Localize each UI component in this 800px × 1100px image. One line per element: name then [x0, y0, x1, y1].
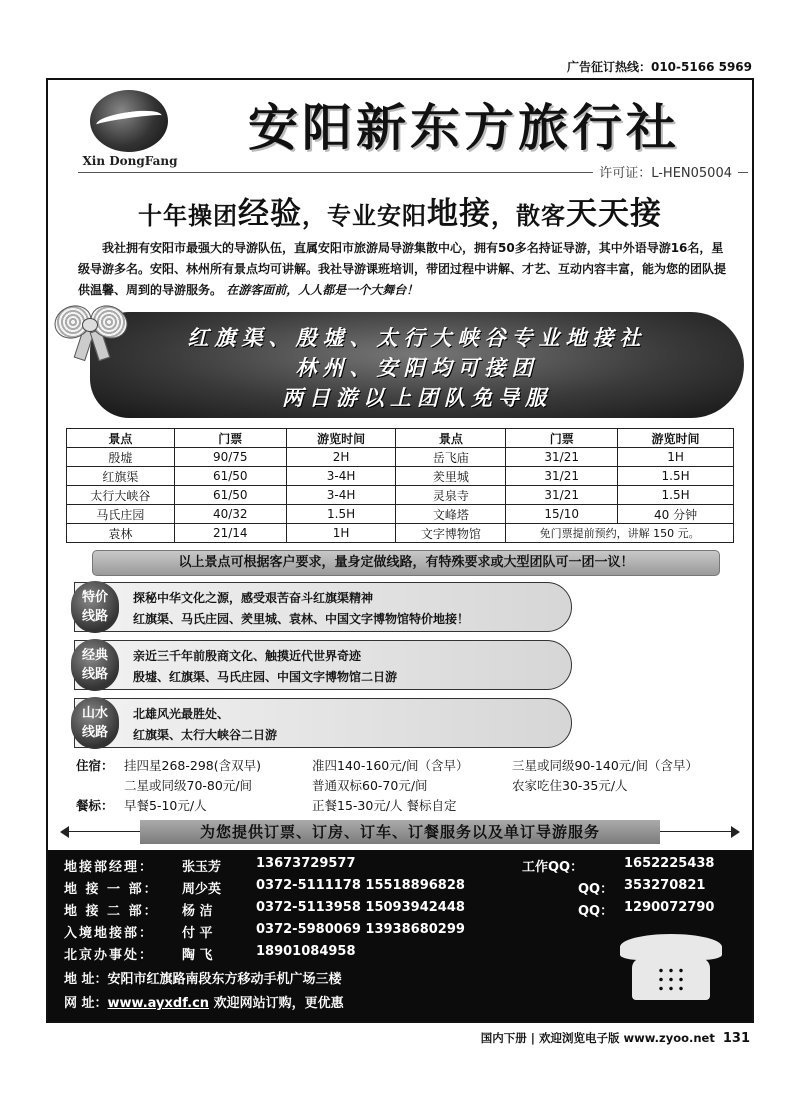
table-cell: 文峰塔 — [396, 505, 506, 524]
website-note: 欢迎网站订购，更优惠 — [213, 996, 344, 1011]
contact-name: 张玉芳 — [182, 860, 222, 875]
table-row — [67, 467, 734, 486]
table-cell: 90/75 — [174, 448, 286, 467]
qq-number: 353270821 — [624, 878, 706, 893]
meal-option: 早餐5-10元/人 — [124, 798, 207, 813]
lodging-option: 普通双标60-70元/间 — [312, 778, 428, 793]
contact-label: 地接部经理： — [64, 860, 155, 875]
license-number: 许可证：L-HEN05004 — [593, 162, 738, 181]
service-strip — [62, 820, 738, 844]
qq-label: 工作QQ： — [522, 860, 584, 875]
custom-route-note: 以上景点可根据客户要求，量身定做线路，有特殊要求或大型团队可一团一议！ — [92, 550, 720, 576]
page-number: 131 — [722, 1031, 750, 1046]
contact-row — [64, 856, 356, 876]
intro-text: 我社拥有安阳市最强大的导游队伍，直属安阳市旅游局导游集散中心，拥有50多名持证导游，其中外语导游16名，星级导游多名。安阳、林州所有景点均可讲解。我社导游课班培训，带团过程中讲解、才艺、互动内容丰富，能为您的团队提供温馨、周到的导游服务。 — [78, 241, 727, 297]
table-cell: 1.5H — [618, 486, 734, 505]
telephone-icon — [616, 928, 726, 1006]
footer-text: 国内下册 | 欢迎浏览电子版 www.zyoo.net — [480, 1031, 715, 1045]
table-cell: 61/50 — [174, 486, 286, 505]
route-badge-top: 特价 — [81, 590, 108, 605]
contact-row — [64, 922, 465, 942]
table-cell: 40 分钟 — [618, 505, 734, 524]
contact-phone: 18901084958 — [256, 944, 356, 959]
table-cell: 1.5H — [618, 467, 734, 486]
contact-name: 周少英 — [182, 882, 222, 897]
banner-line-1: 红旗渠、殷墟、太行大峡谷专业地接社 — [187, 325, 647, 350]
ribbon-bow-icon — [52, 300, 130, 364]
table-header-row — [67, 429, 734, 448]
slogan — [48, 188, 752, 233]
contact-label: 地 接 一 部： — [64, 882, 159, 897]
table-cell: 61/50 — [174, 467, 286, 486]
table-header: 游览时间 — [286, 429, 396, 448]
banner-line-3: 两日游以上团队免导服 — [282, 385, 552, 410]
table-cell: 40/32 — [174, 505, 286, 524]
promo-banner — [90, 312, 744, 418]
meal-option: 正餐15-30元/人 餐标自定 — [312, 798, 457, 813]
table-header: 景点 — [67, 429, 175, 448]
table-cell: 1H — [618, 448, 734, 467]
contact-label: 入境地接部： — [64, 926, 155, 941]
table-cell: 31/21 — [506, 467, 618, 486]
slogan-part: ，专业安阳 — [302, 201, 427, 230]
meals-label: 餐标： — [76, 798, 114, 813]
website-label: 网 址： — [64, 996, 108, 1011]
table-cell: 3-4H — [286, 467, 396, 486]
route-badge-top: 经典 — [81, 648, 108, 663]
contact-row — [64, 944, 356, 964]
table-cell: 红旗渠 — [67, 467, 175, 486]
route-badge — [71, 697, 119, 749]
ad-frame — [46, 78, 754, 1023]
table-cell: 灵泉寺 — [396, 486, 506, 505]
website-link[interactable]: www.ayxdf.cn — [107, 996, 210, 1011]
table-cell: 文字博物馆 — [396, 524, 506, 543]
slogan-part: ，散客 — [491, 201, 566, 230]
route-stops: 红旗渠、马氏庄园、羑里城、袁林、中国文字博物馆特价地接！ — [133, 612, 470, 626]
intro-motto: 在游客面前，人人都是一个大舞台！ — [226, 283, 419, 297]
intro-paragraph — [78, 238, 728, 301]
table-cell: 羑里城 — [396, 467, 506, 486]
table-cell: 31/21 — [506, 486, 618, 505]
agency-title: 安阳新东方旅行社 — [248, 98, 680, 157]
ad-hotline: 广告征订热线：010-5166 5969 — [566, 60, 752, 74]
arrow-left-icon — [60, 826, 69, 838]
table-cell: 31/21 — [506, 448, 618, 467]
contact-block — [48, 850, 752, 1021]
route-badge-top: 山水 — [81, 706, 108, 721]
route-badge-bottom: 线路 — [81, 609, 108, 624]
route-badge-bottom: 线路 — [81, 725, 108, 740]
table-cell: 2H — [286, 448, 396, 467]
table-cell: 15/10 — [506, 505, 618, 524]
table-header: 景点 — [396, 429, 506, 448]
address-label: 地 址： — [64, 972, 108, 987]
table-row — [67, 486, 734, 505]
table-cell: 马氏庄园 — [67, 505, 175, 524]
arrow-right-icon — [731, 826, 740, 838]
lodging-option: 准四140-160元/间（含早） — [312, 758, 469, 773]
page-footer — [0, 1030, 750, 1046]
address-text: 安阳市红旗路南段东方移动手机广场三楼 — [107, 972, 342, 987]
contact-name: 陶 飞 — [182, 948, 213, 963]
qq-number: 1290072790 — [624, 900, 715, 915]
table-cell: 岳飞庙 — [396, 448, 506, 467]
table-row — [67, 505, 734, 524]
route-headline: 亲近三千年前殷商文化、触摸近代世界奇迹 — [133, 649, 362, 663]
table-cell: 太行大峡谷 — [67, 486, 175, 505]
qq-label: QQ： — [578, 904, 614, 919]
table-header: 游览时间 — [618, 429, 734, 448]
slogan-emphasis: 经验 — [238, 196, 302, 232]
lodging-option: 二星或同级70-80元/间 — [124, 778, 253, 793]
route-scenery — [74, 698, 572, 748]
route-stops: 殷墟、红旗渠、马氏庄园、中国文字博物馆二日游 — [133, 670, 398, 684]
table-row — [67, 448, 734, 467]
contact-label: 地 接 二 部： — [64, 904, 159, 919]
lodging-option: 三星或同级90-140元/间（含早） — [512, 758, 698, 773]
table-cell-note: 免门票提前预约，讲解 150 元。 — [506, 524, 734, 543]
route-special — [74, 582, 572, 632]
company-logo — [76, 90, 184, 170]
banner-line-2: 林州、安阳均可接团 — [295, 355, 539, 380]
slogan-emphasis: 天天接 — [566, 196, 662, 232]
contact-name: 杨 洁 — [182, 904, 213, 919]
attractions-table — [66, 428, 734, 543]
contact-phone: 0372-5980069 13938680299 — [256, 922, 465, 937]
qq-number: 1652225438 — [624, 856, 715, 871]
lodging-option: 挂四星268-298(含双早) — [124, 758, 261, 773]
table-row — [67, 524, 734, 543]
lodging-label: 住宿： — [76, 758, 114, 773]
route-classic — [74, 640, 572, 690]
qq-label: QQ： — [578, 882, 614, 897]
contact-name: 付 平 — [182, 926, 213, 941]
route-stops: 红旗渠、太行大峡谷二日游 — [133, 728, 278, 742]
contact-phone: 0372-5113958 15093942448 — [256, 900, 465, 915]
slogan-emphasis: 地接 — [427, 196, 491, 232]
contact-phone: 13673729577 — [256, 856, 356, 871]
table-cell: 1H — [286, 524, 396, 543]
website-row — [64, 992, 344, 1012]
route-badge — [71, 581, 119, 633]
route-headline: 探秘中华文化之源，感受艰苦奋斗红旗渠精神 — [133, 591, 374, 605]
address-row — [64, 968, 342, 988]
table-cell: 21/14 — [174, 524, 286, 543]
lodging-option: 农家吃住30-35元/人 — [512, 778, 628, 793]
route-headline: 北雄风光最胜处、 — [133, 707, 230, 721]
logo-text: Xin DongFang — [82, 154, 178, 168]
route-badge — [71, 639, 119, 691]
contact-row — [64, 900, 465, 920]
contact-phone: 0372-5111178 15518896828 — [256, 878, 465, 893]
table-cell: 1.5H — [286, 505, 396, 524]
table-cell: 殷墟 — [67, 448, 175, 467]
service-text: 为您提供订票、订房、订车、订餐服务以及单订导游服务 — [140, 820, 660, 844]
slogan-part: 十年操团 — [138, 201, 238, 230]
table-cell: 3-4H — [286, 486, 396, 505]
route-badge-bottom: 线路 — [81, 667, 108, 682]
table-header: 门票 — [174, 429, 286, 448]
contact-row — [64, 878, 465, 898]
table-header: 门票 — [506, 429, 618, 448]
table-cell: 袁林 — [67, 524, 175, 543]
contact-label: 北京办事处： — [64, 948, 155, 963]
